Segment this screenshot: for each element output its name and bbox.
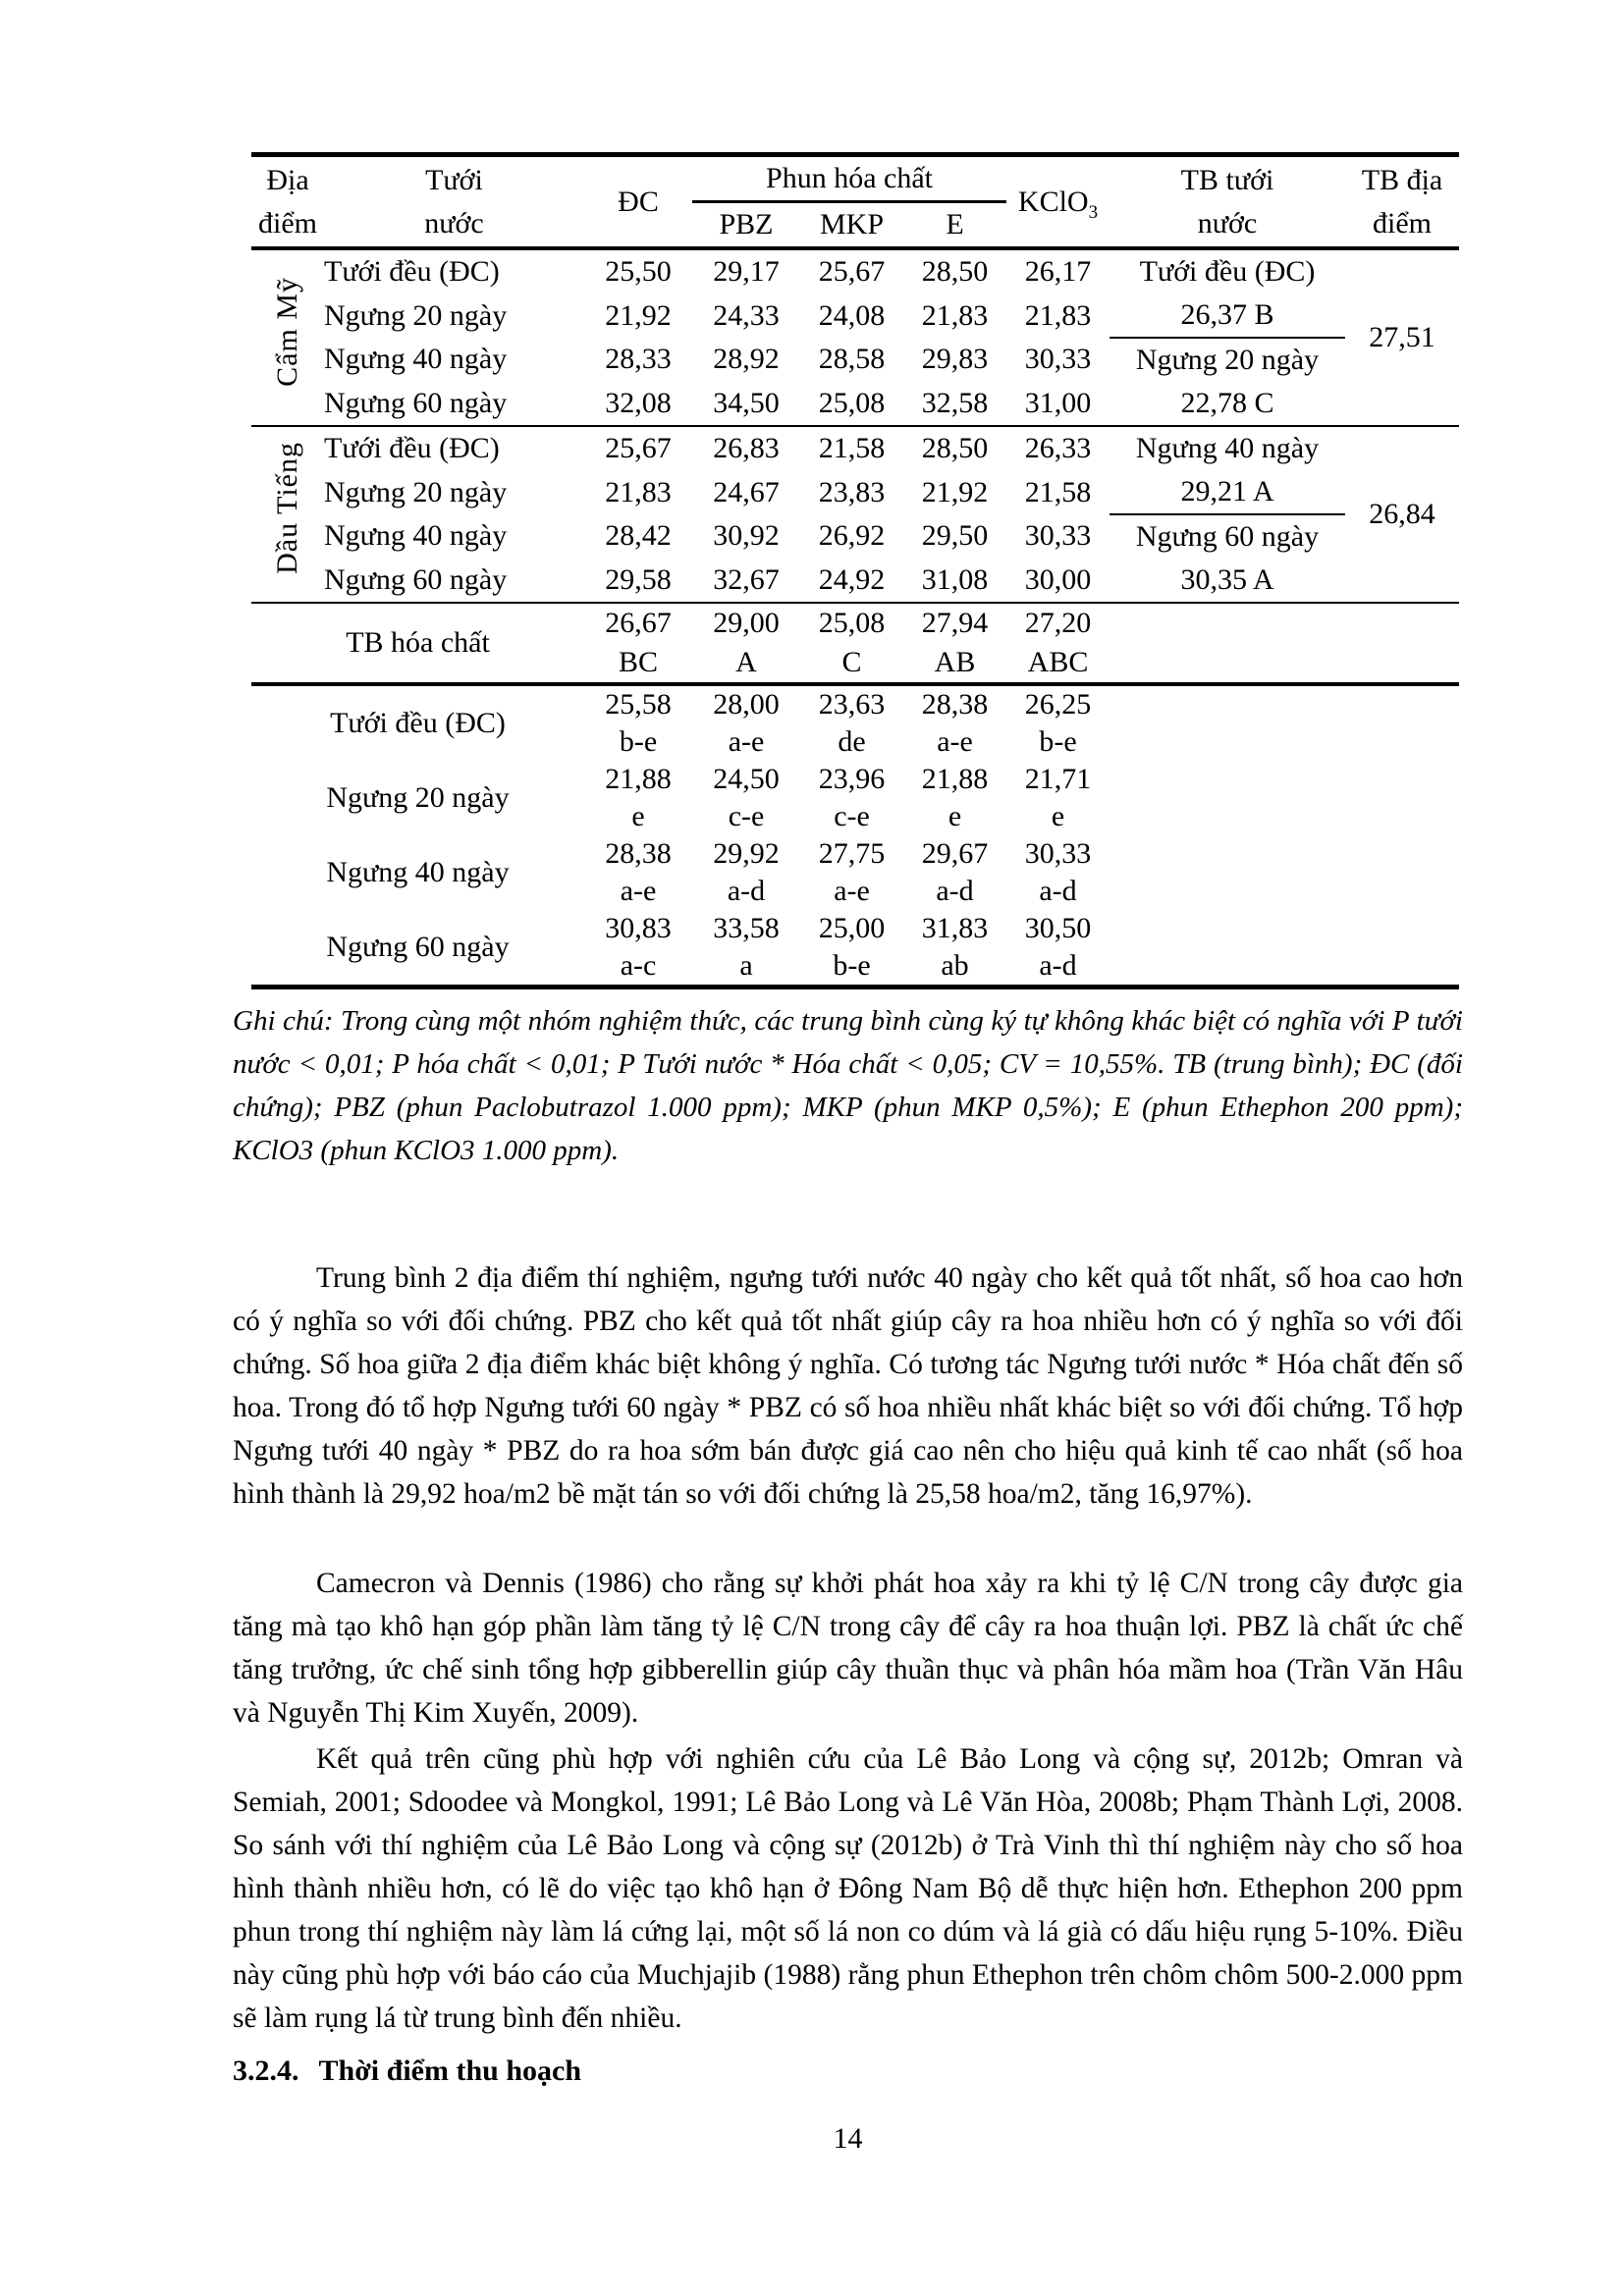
value-cell: 24,92	[818, 562, 886, 596]
value-cell: 29,50	[921, 519, 989, 553]
value-cell: 28,38 a-e	[921, 688, 989, 758]
value-cell: 32,67	[713, 562, 780, 596]
value-cell: 21,92	[605, 298, 672, 332]
value-cell: 24,50 c-e	[713, 763, 780, 832]
table-footnote: Ghi chú: Trong cùng một nhóm nghiệm thức, các trung bình cùng ký tự không khác biệt có nghĩa với P tưới nước < 0,01; P hóa chất < 0,01; P Tưới nước * Hóa chất < 0,05; CV = 10,55%. TB (trung bình); ĐC (đối chứng); PBZ (phun Paclobutrazol 1.000 ppm); MKP (phun MKP 0,5%); E (phun Ethephon 200 ppm); KClO3 (phun KClO3 1.000 ppm).	[233, 1005, 1463, 1166]
col-header-tuoi-nuoc: Tưới nước	[324, 155, 584, 249]
interaction-row	[251, 835, 1459, 910]
value-cell: 28,00 a-e	[713, 688, 780, 758]
value-cell: 25,67	[584, 426, 692, 471]
value-cell: 28,33	[605, 343, 672, 376]
value-cell: 30,33	[1024, 519, 1092, 553]
value-cell: 31,08	[921, 562, 989, 596]
value-cell: 28,50	[903, 426, 1006, 471]
value-cell: 30,33 a-d	[1024, 837, 1092, 907]
col-header-pbz: PBZ	[692, 202, 800, 249]
row-label-cell: Ngưng 20 ngày	[324, 475, 508, 508]
tb-tuoi-nuoc-cell: Tưới đều (ĐC) 26,37 B	[1110, 248, 1345, 338]
col-header-tb-tuoi-nuoc: TB tưới nước	[1110, 155, 1345, 249]
col-header-kclo3: KClO$_3$	[1006, 155, 1110, 249]
tb-dia-diem-cell: 26,84	[1345, 426, 1459, 603]
section-title: Thời điểm thu hoạch	[318, 2055, 582, 2087]
results-table	[251, 152, 1459, 989]
row-label-cell: Tưới đều (ĐC)	[324, 255, 500, 289]
value-cell: 29,00 A	[692, 603, 800, 684]
value-cell: 21,88 e	[921, 763, 989, 832]
section-number: 3.2.4.	[233, 2055, 299, 2087]
row-label-cell: Ngưng 40 ngày	[324, 519, 508, 553]
row-label-cell: Ngưng 40 ngày	[326, 856, 510, 888]
value-cell: 30,33	[1024, 343, 1092, 376]
value-cell: 29,83	[921, 343, 989, 376]
value-cell: 25,58 b-e	[605, 688, 672, 758]
tb-dia-diem-cell: 27,51	[1369, 321, 1435, 353]
value-cell: 26,25 b-e	[1024, 688, 1092, 758]
tb-tuoi-nuoc-cell: Ngưng 60 ngày 30,35 A	[1135, 520, 1320, 596]
value-cell: 32,08	[605, 386, 672, 419]
interaction-row	[251, 910, 1459, 988]
value-cell: 27,20 ABC	[1006, 603, 1110, 684]
value-cell: 28,58	[818, 343, 886, 376]
location-label-cell	[251, 248, 324, 426]
empty-cell	[1110, 910, 1459, 988]
value-cell: 25,08	[818, 386, 886, 419]
value-cell: 30,83 a-c	[605, 912, 672, 982]
value-cell: 29,67 a-d	[921, 837, 989, 907]
value-cell: 27,75 a-e	[818, 837, 886, 907]
value-cell: 24,67	[713, 475, 780, 508]
value-cell: 21,58	[800, 426, 903, 471]
value-cell: 21,83	[605, 475, 672, 508]
empty-cell	[1110, 761, 1459, 835]
value-cell: 25,00 b-e	[818, 912, 886, 982]
table-row	[251, 514, 1459, 558]
value-cell: 28,38 a-e	[605, 837, 672, 907]
body-paragraph: Camecron và Dennis (1986) cho rằng sự khởi phát hoa xảy ra khi tỷ lệ C/N trong cây được gia tăng mà tạo khô hạn góp phần làm tăng tỷ lệ C/N trong cây để cây ra hoa thuận lợi. PBZ là chất ức chế tăng trưởng, ức chế sinh tổng hợp gibberellin giúp cây thuần thục và phân hóa mầm hoa (Trần Văn Hâu và Nguyễn Thị Kim Xuyến, 2009).	[233, 1567, 1463, 1729]
page-number: 14	[833, 2122, 863, 2155]
value-cell: 29,58	[605, 562, 672, 596]
interaction-row	[251, 684, 1459, 761]
value-cell: 24,33	[713, 298, 780, 332]
value-cell: 21,58	[1024, 475, 1092, 508]
table-row	[251, 426, 1459, 471]
empty-cell	[1110, 835, 1459, 910]
row-label-cell: Ngưng 20 ngày	[324, 298, 508, 332]
value-cell: 32,58	[921, 386, 989, 419]
row-label-cell: Tưới đều (ĐC)	[324, 426, 584, 471]
row-label-cell: Ngưng 60 ngày	[324, 386, 508, 419]
col-header-tb-dia-diem: TB địa điểm	[1345, 155, 1459, 249]
value-cell: 25,50	[605, 255, 672, 289]
value-cell: 24,08	[818, 298, 886, 332]
row-label-cell: Ngưng 20 ngày	[326, 781, 510, 814]
row-label-cell: Ngưng 40 ngày	[324, 343, 508, 376]
body-paragraph: Trung bình 2 địa điểm thí nghiệm, ngưng tưới nước 40 ngày cho kết quả tốt nhất, số hoa cao hơn có ý nghĩa so với đối chứng. PBZ cho kết quả tốt nhất giúp cây ra hoa nhiều hơn có ý nghĩa so với đối chứng. Số hoa giữa 2 địa điểm khác biệt không ý nghĩa. Có tương tác Ngưng tưới nước * Hóa chất đến số hoa. Trong đó tổ hợp Ngưng tưới 60 ngày * PBZ có số hoa nhiều nhất khác biệt so với đối chứng. Tổ hợp Ngưng tưới 40 ngày * PBZ do ra hoa sớm bán được giá cao nên cho hiệu quả kinh tế cao nhất (số hoa hình thành là 29,92 hoa/m2 bề mặt tán so với đối chứng là 25,58 hoa/m2, tăng 16,97%).	[233, 1261, 1463, 1510]
col-header-e: E	[903, 202, 1006, 249]
value-cell: 26,33	[1006, 426, 1110, 471]
value-cell: 26,67 BC	[584, 603, 692, 684]
location-label: Dầu Tiếng	[271, 442, 303, 574]
value-cell: 31,83 ab	[921, 912, 989, 982]
value-cell: 21,92	[921, 475, 989, 508]
value-cell: 28,92	[713, 343, 780, 376]
location-label-cell	[251, 426, 324, 603]
value-cell: 29,17	[713, 255, 780, 289]
tb-hoa-chat-row	[251, 603, 1459, 684]
value-cell: 26,83	[692, 426, 800, 471]
table-header-row-1	[251, 155, 1459, 202]
value-cell: 31,00	[1024, 386, 1092, 419]
row-label-cell: TB hóa chất	[251, 603, 584, 684]
value-cell: 23,63 de	[818, 688, 886, 758]
value-cell: 21,88 e	[605, 763, 672, 832]
value-cell: 23,96 c-e	[818, 763, 886, 832]
value-cell: 25,08 C	[800, 603, 903, 684]
col-header-mkp: MKP	[800, 202, 903, 249]
row-label-cell: Tưới đều (ĐC)	[330, 707, 506, 739]
empty-cell	[1110, 684, 1459, 761]
value-cell: 27,94 AB	[903, 603, 1006, 684]
value-cell: 25,67	[818, 255, 886, 289]
value-cell: 30,00	[1024, 562, 1092, 596]
value-cell: 33,58 a	[713, 912, 780, 982]
value-cell: 29,92 a-d	[713, 837, 780, 907]
row-label-cell: Ngưng 60 ngày	[324, 562, 508, 596]
col-header-dia-diem: Địa điểm	[251, 155, 324, 249]
value-cell: 21,71 e	[1024, 763, 1092, 832]
tb-tuoi-nuoc-cell: Ngưng 40 ngày 29,21 A	[1110, 426, 1345, 514]
body-paragraph: Kết quả trên cũng phù hợp với nghiên cứu của Lê Bảo Long và cộng sự, 2012b; Omran và Semiah, 2001; Sdoodee và Mongkol, 1991; Lê Bảo Long và Lê Văn Hòa, 2008b; Phạm Thành Lợi, 2008. So sánh với thí nghiệm của Lê Bảo Long và cộng sự (2012b) ở Trà Vinh thì thí nghiệm này cho số hoa hình thành nhiều hơn, có lẽ do việc tạo khô hạn ở Đông Nam Bộ dễ thực hiện hơn. Ethephon 200 ppm phun trong thí nghiệm này làm lá cứng lại, một số lá non co dúm và lá già có dấu hiệu rụng 5-10%. Điều này cũng phù hợp với báo cáo của Muchjajib (1988) rằng phun Ethephon trên chôm chôm 500-2.000 ppm sẽ làm rụng lá từ trung bình đến nhiều.	[233, 1742, 1463, 2034]
value-cell: 30,92	[713, 519, 780, 553]
tb-tuoi-nuoc-cell: Ngưng 20 ngày 22,78 C	[1135, 344, 1320, 419]
value-cell: 26,17	[1024, 255, 1092, 289]
location-label: Cẩm Mỹ	[271, 276, 303, 387]
row-label-cell: Ngưng 60 ngày	[326, 931, 510, 963]
value-cell: 28,50	[921, 255, 989, 289]
value-cell: 30,50 a-d	[1024, 912, 1092, 982]
empty-cell	[1110, 603, 1459, 684]
col-group-header-phun-hoa-chat: Phun hóa chất	[692, 155, 1006, 202]
value-cell: 21,83	[1024, 298, 1092, 332]
interaction-row	[251, 761, 1459, 835]
table-row	[251, 338, 1459, 381]
section-heading	[233, 2055, 581, 2088]
value-cell: 26,92	[818, 519, 886, 553]
value-cell: 28,42	[605, 519, 672, 553]
col-header-dc: ĐC	[584, 155, 692, 249]
value-cell: 21,83	[921, 298, 989, 332]
table-row	[251, 248, 1459, 294]
value-cell: 34,50	[713, 386, 780, 419]
value-cell: 23,83	[818, 475, 886, 508]
